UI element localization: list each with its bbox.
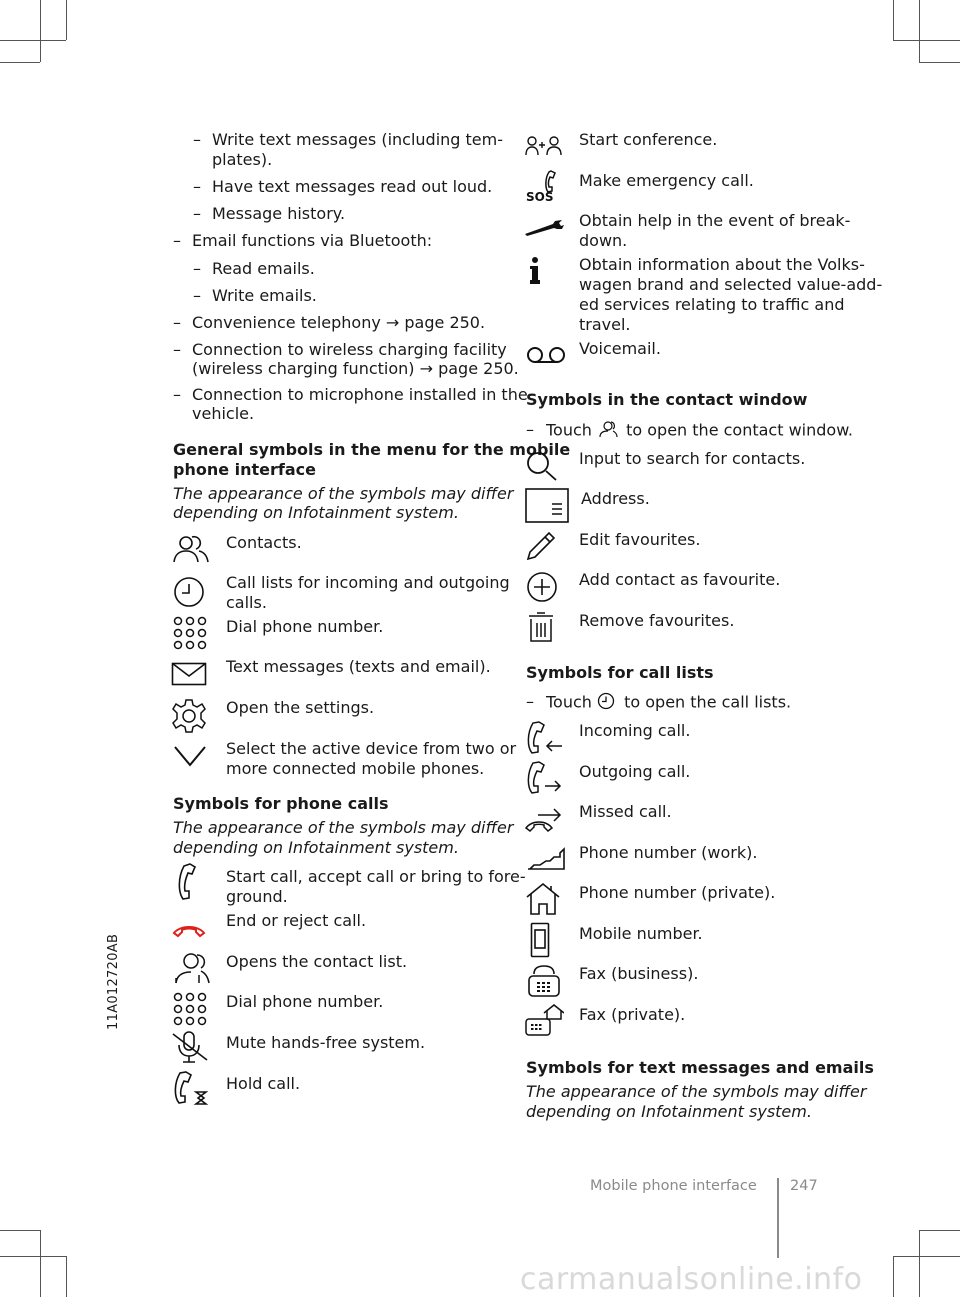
hang-up-icon — [172, 922, 206, 938]
mute-microphone-icon — [171, 1030, 209, 1064]
pencil-icon — [525, 530, 557, 562]
footer-section-title: Mobile phone interface — [590, 1178, 757, 1194]
symbol-label: Start conference. — [579, 130, 718, 149]
symbol-label: Voicemail. — [579, 339, 661, 358]
symbol-label: Phone number (private). — [579, 883, 776, 902]
touch-pre: Touch — [546, 692, 592, 712]
section-heading: phone interface — [173, 460, 317, 479]
symbol-label: Call lists for incoming and outgoing — [226, 573, 510, 592]
list-dash: – — [173, 340, 181, 359]
list-item: Read emails. — [212, 259, 315, 278]
section-note: The appearance of the symbols may differ — [173, 818, 514, 837]
list-item: Message history. — [212, 204, 346, 223]
list-item: Have text messages read out loud. — [212, 177, 493, 196]
list-dash: – — [193, 286, 201, 305]
symbol-label: ground. — [226, 887, 288, 906]
list-item: plates). — [212, 150, 273, 169]
gear-icon — [171, 698, 207, 734]
symbol-label: Text messages (texts and email). — [226, 657, 491, 676]
symbol-label: Dial phone number. — [226, 617, 384, 636]
symbol-label: End or reject call. — [226, 911, 367, 930]
symbol-label: Mute hands-free system. — [226, 1033, 426, 1052]
symbol-label: Fax (business). — [579, 964, 699, 983]
list-item: Email functions via Bluetooth: — [192, 231, 433, 250]
touch-post: to open the call lists. — [624, 692, 792, 712]
keypad-icon — [172, 616, 208, 650]
section-heading: Symbols for phone calls — [173, 794, 389, 813]
symbol-label: Start call, accept call or bring to fore- — [226, 867, 526, 886]
svg-text:SOS: SOS — [526, 190, 554, 203]
symbol-label: Outgoing call. — [579, 762, 691, 781]
keypad-icon — [172, 992, 208, 1026]
symbol-label: ed services relating to traffic and — [579, 295, 845, 314]
list-item: Write text messages (including tem- — [212, 130, 503, 149]
symbol-label: Opens the contact list. — [226, 952, 408, 971]
symbol-label: Incoming call. — [579, 721, 691, 740]
symbol-label: Hold call. — [226, 1074, 301, 1093]
symbol-label: down. — [579, 231, 628, 250]
symbol-label: Add contact as favourite. — [579, 570, 781, 589]
section-heading: Symbols for text messages and emails — [526, 1058, 874, 1077]
list-dash: – — [193, 204, 201, 223]
sos-icon — [525, 169, 565, 203]
list-item: Convenience telephony → page 250. — [192, 313, 486, 332]
page-number: 247 — [790, 1178, 818, 1194]
list-item: Connection to microphone installed in the — [192, 385, 528, 404]
section-note: depending on Infotainment system. — [526, 1102, 812, 1121]
list-dash: – — [526, 692, 534, 711]
symbol-label: more connected mobile phones. — [226, 759, 485, 778]
symbol-label: Address. — [581, 489, 650, 508]
symbol-label: wagen brand and selected value-add- — [579, 275, 883, 294]
section-heading: Symbols in the contact window — [526, 390, 808, 409]
touch-text — [546, 420, 853, 442]
side-document-code: 11A012720AB — [106, 933, 121, 1030]
contact-list-icon — [171, 951, 211, 985]
symbol-label: Select the active device from two or — [226, 739, 517, 758]
symbol-label: Open the settings. — [226, 698, 375, 717]
info-icon — [528, 256, 542, 286]
symbol-label: Phone number (work). — [579, 843, 758, 862]
voicemail-icon — [526, 345, 566, 365]
list-item: Connection to wireless charging facility — [192, 340, 507, 359]
touch-text — [546, 692, 791, 714]
incoming-call-icon — [525, 720, 565, 754]
section-note: The appearance of the symbols may differ — [173, 484, 514, 503]
envelope-icon — [171, 662, 207, 686]
symbol-label: Dial phone number. — [226, 992, 384, 1011]
list-dash: – — [526, 420, 534, 439]
symbol-label: calls. — [226, 593, 267, 612]
symbol-label: Contacts. — [226, 533, 302, 552]
symbol-label: Obtain information about the Volks- — [579, 255, 865, 274]
clock-icon — [597, 692, 619, 714]
list-dash: – — [193, 259, 201, 278]
conference-icon — [525, 135, 565, 159]
add-circle-icon — [526, 571, 558, 603]
symbol-label: Fax (private). — [579, 1005, 686, 1024]
missed-call-icon — [524, 803, 566, 833]
trash-icon — [528, 612, 554, 642]
section-note: depending on Infotainment system. — [173, 503, 459, 522]
list-dash: – — [193, 177, 201, 196]
work-number-icon — [526, 845, 566, 871]
contacts-icon — [171, 532, 211, 564]
mobile-number-icon — [530, 922, 550, 958]
fax-private-icon — [524, 1003, 564, 1037]
phone-icon — [173, 862, 199, 900]
symbol-label: Missed call. — [579, 802, 672, 821]
list-dash: – — [173, 385, 181, 404]
list-item: Write emails. — [212, 286, 317, 305]
section-note: The appearance of the symbols may differ — [526, 1082, 867, 1101]
list-item: vehicle. — [192, 404, 255, 423]
symbol-label: travel. — [579, 315, 631, 334]
symbol-label: Edit favourites. — [579, 530, 701, 549]
clock-icon — [172, 575, 206, 609]
section-heading: General symbols in the menu for the mobile — [173, 440, 571, 459]
touch-pre: Touch — [546, 420, 592, 440]
hold-call-icon — [172, 1070, 208, 1106]
fax-business-icon — [526, 964, 562, 998]
section-note: depending on Infotainment system. — [173, 838, 459, 857]
chevron-down-icon — [173, 745, 207, 767]
symbol-label: Input to search for contacts. — [579, 449, 806, 468]
touch-post: to open the contact window. — [626, 420, 853, 440]
symbol-label: Make emergency call. — [579, 171, 754, 190]
outgoing-call-icon — [525, 760, 565, 794]
home-number-icon — [525, 882, 561, 916]
contact-list-icon — [597, 420, 621, 442]
watermark: carmanualsonline.info — [520, 1262, 863, 1297]
address-icon — [525, 488, 571, 524]
symbol-label: Mobile number. — [579, 924, 703, 943]
symbol-label: Remove favourites. — [579, 611, 735, 630]
search-icon — [525, 450, 559, 482]
wrench-icon — [523, 220, 565, 236]
list-item: (wireless charging function) → page 250. — [192, 359, 519, 378]
list-dash: – — [173, 231, 181, 250]
list-dash: – — [173, 313, 181, 332]
symbol-label: Obtain help in the event of break- — [579, 211, 851, 230]
section-heading: Symbols for call lists — [526, 663, 714, 682]
footer-divider — [777, 1178, 779, 1258]
list-dash: – — [193, 130, 201, 149]
